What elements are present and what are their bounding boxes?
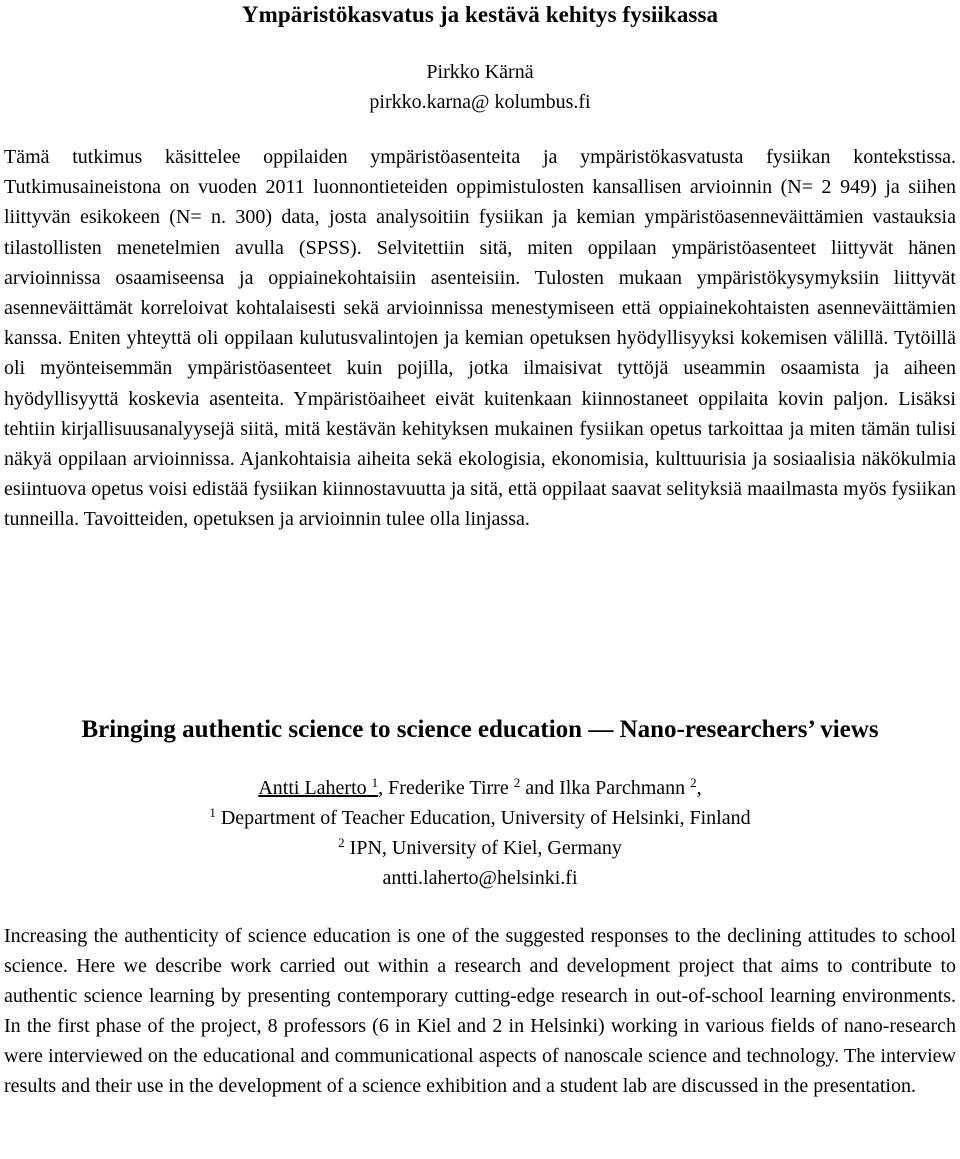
paper2-author-block (0, 773, 960, 893)
paper2-authors-line (0, 773, 960, 803)
paper2-affiliation-1-text: Department of Teacher Education, University of Helsinki, Finland (220, 807, 751, 829)
paper2-affiliation-2 (0, 833, 960, 863)
paper2-author-email: antti.laherto@helsinki.fi (382, 867, 578, 889)
paper2-affiliation-1 (0, 803, 960, 833)
paper1-author-email: pirkko.karna@ kolumbus.fi (369, 91, 591, 113)
paper2-author2-affiliation-mark: 2 (513, 775, 521, 790)
paper2-affiliation-2-text: IPN, University of Kiel, Germany (349, 837, 622, 859)
paper1-abstract: Tämä tutkimus käsittelee oppilaiden ympäristöasenteita ja ympäristökasvatusta fysiikan kontekstissa. Tutkimusaineistona on vuoden 2011 luonnontieteiden oppimistulosten kansallisen arvioinnin (N= 2 949) ja siihen liittyvän esikokeen (N= n. 300) data, josta analysoitiin fysiikan ja kemian ympäristöasenneväittämien vastauksia tilastollisten menetelmien avulla (SPSS). Selvitettiin sitä, miten oppilaan ympäristöasenteet liittyvät hänen arvioinnissa osaamiseensa ja oppiainekohtaisiin asenteisiin. Tulosten mukaan ympäristökysymyksiin liittyvät asenneväittämät korreloivat kohtalaisesti sekä arvioinnissa menestymiseen että oppiainekohtaisten asenneväittämien kanssa. Eniten yhteyttä oli oppilaan kulutusvalintojen ja kemian opetuksen hyödyllisyyksi kokemisen välillä. Tytöillä oli myönteisemmän ympäristöasenteet kuin pojilla, jotka ilmaisivat tyttöjä useammin osaamista ja aiheen hyödyllisyyttä koskevia asenteita. Ympäristöaiheet eivät kuitenkaan kiinnostaneet oppilaita kovin paljon. Lisäksi tehtiin kirjallisuusanalyysejä siitä, mitä kestävän kehityksen mukainen fysiikan opetus tarkoittaa ja miten tämän tulisi näkyä oppilaan arvioinnissa. Ajankohtaisia aiheita sekä ekologisia, ekonomisia, kulttuurisia ja sosiaalisia näkökulmia esiintuova opetus voisi edistää fysiikan kiinnostavuutta ja sitä, että oppilaat saavat selityksiä maailmasta myös fysiikan tunneilla. Tavoitteiden, opetuksen ja arvioinnin tulee olla linjassa. (4, 146, 956, 531)
paper2-author1-affiliation-mark: 1 (371, 775, 379, 790)
paper2-author2-name: , Frederike Tirre (378, 777, 509, 799)
paper2-author3-name: and Ilka Parchmann (520, 777, 686, 799)
paper2-presenting-author (258, 777, 378, 799)
paper2-abstract: Increasing the authenticity of science education is one of the suggested responses to the declining attitudes to school science. Here we describe work carried out within a research and development project that aims to contribute to authentic science learning by presenting contemporary cutting-edge research in out-of-school learning environments. In the first phase of the project, 8 professors (6 in Kiel and 2 in Helsinki) working in various fields of nano-research were interviewed on the educational and communicational aspects of nanoscale science and technology. The interview results and their use in the development of a science exhibition and a student lab are discussed in the presentation. (4, 925, 956, 1097)
paper1-author-block (4, 57, 956, 117)
paper2-author1-name: Antti Laherto (258, 777, 367, 799)
paper1-title: Ympäristökasvatus ja kestävä kehitys fysiikassa (241, 2, 719, 27)
paper2-affiliation-2-mark: 2 (338, 835, 345, 850)
paper2-title: Bringing authentic science to science education — Nano-researchers’ views (81, 716, 879, 743)
paper2-affiliation-1-mark: 1 (209, 805, 216, 820)
paper2-author3-affiliation-mark: 2 (690, 775, 697, 790)
paper2-authors-tail: , (696, 777, 702, 799)
paper1-author-name: Pirkko Kärnä (426, 61, 534, 83)
